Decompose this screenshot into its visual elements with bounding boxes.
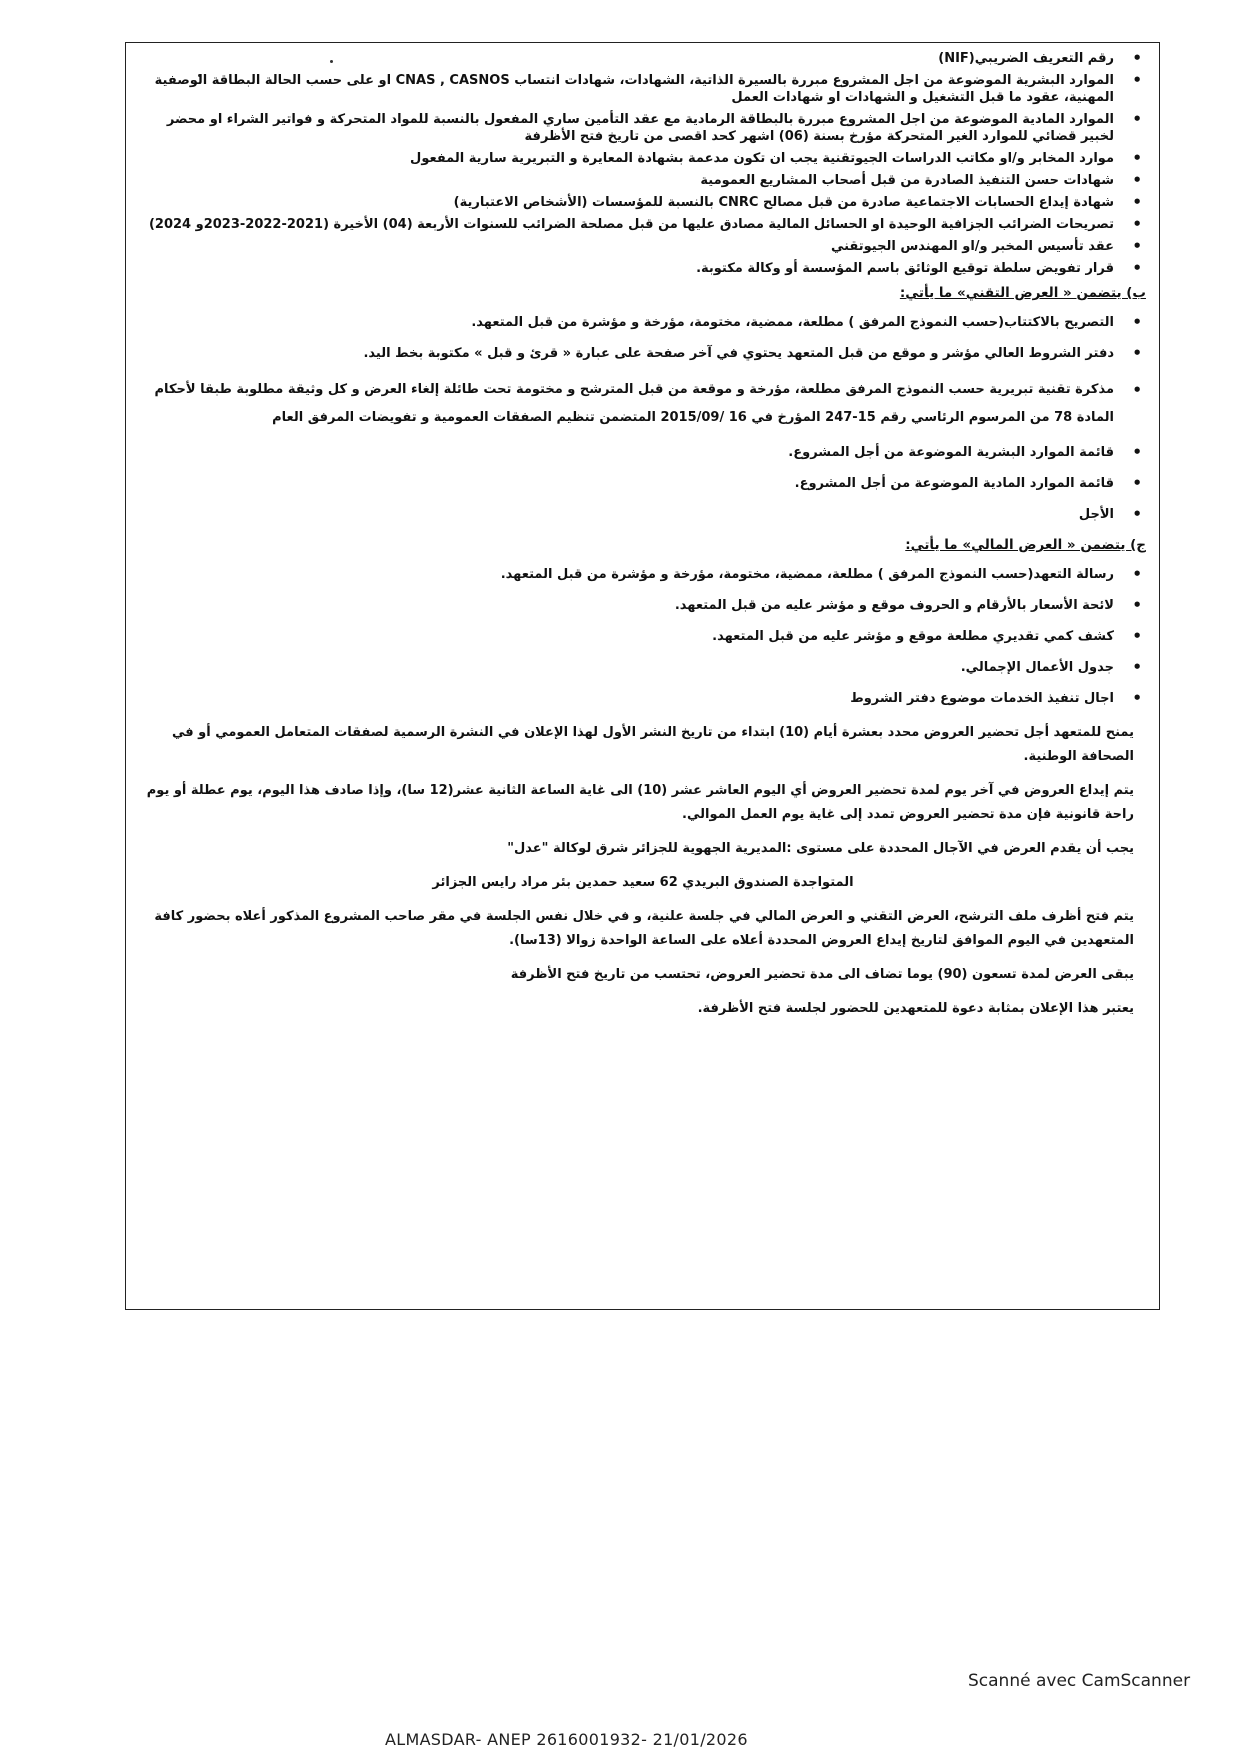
list-item: • موارد المخابر و/او مكاتب الدراسات الجيوتقنية يجب ان تكون مدعمة بشهادة المعايرة و التبريرية سارية المفعول — [138, 150, 1148, 167]
list-item: • اجال تنفيذ الخدمات موضوع دفتر الشروط — [138, 690, 1148, 707]
submission-location-paragraph: يجب أن يقدم العرض في الآجال المحددة على مستوى :المديرية الجهوية للجزائر شرق لوكالة "عدل" — [507, 841, 1134, 856]
list-item: • الموارد المادية الموضوعة من اجل المشروع مبررة بالبطاقة الرمادية مع عقد التأمين ساري المفعول بالنسبة للمواد المتحركة و فواتير الشراء او محضر لخبير قضائي للموارد الغير المتحركة مؤرخ بسنة (06) اشهر كحد اقصى من تاريخ فتح الأظرفة — [138, 111, 1148, 145]
list-item: • الموارد البشرية الموضوعة من اجل المشروع مبررة بالسيرة الذاتية، الشهادات، شهادات انتساب CNAS , CASNOS او على حسب الحالة البطاقة الوصفية المهنية، عقود ما قبل التشغيل و الشهادات او شهادات العمل — [138, 72, 1148, 106]
list-item: • قرار تفويض سلطة توقيع الوثائق باسم المؤسسة أو وكالة مكتوبة. — [138, 260, 1148, 277]
technical-offer-list — [138, 314, 1148, 523]
validity-paragraph: يبقى العرض لمدة تسعون (90) يوما تضاف الى مدة تحضير العروض، تحتسب من تاريخ فتح الأظرفة — [510, 967, 1134, 982]
publication-reference: ALMASDAR- ANEP 2616001932- 21/01/2026 — [385, 1730, 748, 1749]
deadline-paragraph: يمنح للمتعهد أجل تحضير العروض محدد بعشرة أيام (10) ابتداء من تاريخ النشر الأول لهذا الإعلان في النشرة الرسمية لصفقات المتعامل العمومي أو في الصحافة الوطنية. — [171, 725, 1134, 764]
list-item: • رقم التعريف الضريبي(NIF) — [138, 50, 1148, 67]
list-item: • شهادات حسن التنفيذ الصادرة من قبل أصحاب المشاريع العمومية — [138, 172, 1148, 189]
list-item: • مذكرة تقنية تبريرية حسب النموذج المرفق مطلعة، مؤرخة و موقعة من قبل المترشح و مختومة تحت طائلة إلغاء العرض و كل وثيقة مطلوبة طبقا لأحكام المادة 78 من المرسوم الرئاسي رقم 15-247 المؤرخ في 16 /2015/09 المتضمن تنظيم الصفقات العمومية و تفويضات المرفق العام — [138, 376, 1148, 432]
document-body — [138, 50, 1148, 1031]
list-item: • تصريحات الضرائب الجزافية الوحيدة او الحسائل المالية مصادق عليها من قبل مصلحة الضرائب للسنوات الأربعة (04) الأخيرة (2021-2022-2023و 2024) — [138, 216, 1148, 233]
financial-offer-heading: ج) يتضمن « العرض المالي» ما يأتي: — [905, 537, 1146, 553]
list-item: • التصريح بالاكتتاب(حسب النموذج المرفق ) مطلعة، ممضية، مختومة، مؤرخة و مؤشرة من قبل المتعهد. — [138, 314, 1148, 331]
list-item: • كشف كمي تقديري مطلعة موقع و مؤشر عليه من قبل المتعهد. — [138, 628, 1148, 645]
technical-offer-heading: ب) يتضمن « العرض التقني» ما يأتي: — [899, 285, 1146, 301]
list-item: • لائحة الأسعار بالأرقام و الحروف موقع و مؤشر عليه من قبل المتعهد. — [138, 597, 1148, 614]
list-item: • شهادة إيداع الحسابات الاجتماعية صادرة من قبل مصالح CNRC بالنسبة للمؤسسات (الأشخاص الاعتبارية) — [138, 194, 1148, 211]
opening-session-paragraph: يتم فتح أظرف ملف الترشح، العرض التقني و العرض المالي في جلسة علنية، و في خلال نفس الجلسة في مقر صاحب المشروع المذكور أعلاه بحضور كافة المتعهدين في اليوم الموافق لتاريخ إيداع العروض المحددة أعلاه على الساعة الواحدة زوالا (13سا). — [154, 909, 1134, 948]
list-item: • الأجل — [138, 506, 1148, 523]
list-item: • قائمة الموارد البشرية الموضوعة من أجل المشروع. — [138, 444, 1148, 461]
invitation-paragraph: يعتبر هذا الإعلان بمثابة دعوة للمتعهدين للحضور لجلسة فتح الأظرفة. — [697, 1001, 1134, 1016]
list-item: • جدول الأعمال الإجمالي. — [138, 659, 1148, 676]
financial-offer-list — [138, 566, 1148, 707]
list-item: • رسالة التعهد(حسب النموذج المرفق ) مطلعة، ممضية، مختومة، مؤرخة و مؤشرة من قبل المتعهد. — [138, 566, 1148, 583]
list-item: • دفتر الشروط العالي مؤشر و موقع من قبل المتعهد يحتوي في آخر صفحة على عبارة « قرئ و قبل » مكتوبة بخط اليد. — [138, 345, 1148, 362]
required-documents-list — [138, 50, 1148, 277]
list-item: • قائمة الموارد المادية الموضوعة من أجل المشروع. — [138, 475, 1148, 492]
list-item: • عقد تأسيس المخبر و/او المهندس الجيوتقني — [138, 238, 1148, 255]
address-line: المتواجدة الصندوق البريدي 62 سعيد حمدين بئر مراد رايس الجزائر — [432, 875, 854, 890]
submission-paragraph: يتم إيداع العروض في آخر يوم لمدة تحضير العروض أي اليوم العاشر عشر (10) الى غاية الساعة الثانية عشر(12 سا)، وإذا صادف هذا اليوم، يوم عطلة أو يوم راحة قانونية فإن مدة تحضير العروض تمدد إلى غاية يوم العمل الموالي. — [146, 783, 1134, 822]
scanner-watermark: Scanné avec CamScanner — [968, 1671, 1191, 1691]
